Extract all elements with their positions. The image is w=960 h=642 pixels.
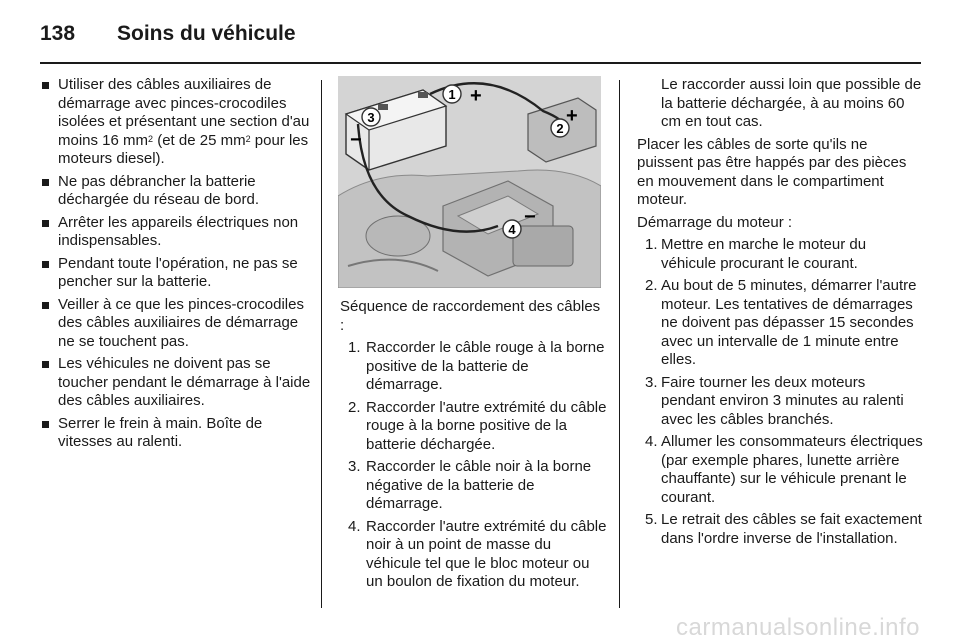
step-text: Raccorder le câble noir à la borne négative de la batterie de démarrage. xyxy=(366,458,592,512)
list-item xyxy=(40,355,312,411)
bullet-text: Ne pas débrancher la batterie déchargée du réseau de bord. xyxy=(58,172,259,208)
step-number: 3. xyxy=(645,373,658,391)
bullet-text: (et de 25 mm xyxy=(153,131,246,149)
svg-text:+: + xyxy=(470,85,482,107)
step-text: Raccorder l'autre extrémité du câble rouge à la borne positive de la batterie déchargée. xyxy=(366,398,607,453)
step-text: Raccorder l'autre extrémité du câble noir à un point de masse du véhicule tel que le bloc moteur ou un boulon de fixation du moteur. xyxy=(366,517,607,590)
bullet-text: Pendant toute l'opération, ne pas se pencher sur la batterie. xyxy=(58,254,298,290)
watermark: carmanualsonline.info xyxy=(676,614,920,641)
step-number: 1. xyxy=(645,236,658,253)
bullet-text: Les véhicules ne doivent pas se toucher pendant le démarrage à l'aide des câbles auxiliaires. xyxy=(58,355,311,409)
page-header xyxy=(40,14,920,54)
connection-steps xyxy=(340,339,608,592)
step-text: Allumer les consommateurs électriques (par exemple phares, lunette arrière chauffante) sur le véhicule prenant le courant. xyxy=(661,433,923,506)
step-number: 1. xyxy=(348,339,361,356)
list-item xyxy=(40,214,312,251)
bullet-text: Arrêter les appareils électriques non indispensables. xyxy=(58,213,299,249)
left-column xyxy=(40,76,312,456)
list-item xyxy=(40,173,312,210)
list-item xyxy=(637,511,923,548)
list-item xyxy=(637,236,923,273)
jump-start-illustration xyxy=(338,76,601,288)
bullet-icon xyxy=(42,261,49,268)
svg-text:+: + xyxy=(566,105,578,127)
continuation-text: Le raccorder aussi loin que possible de la batterie déchargée, à au moins 60 cm en tout cas. xyxy=(661,76,922,130)
engine-bay-drawing xyxy=(338,76,601,288)
list-item xyxy=(340,458,608,514)
step-text: Faire tourner les deux moteurs pendant environ 3 minutes au ralenti avec les câbles branchés. xyxy=(661,373,904,428)
list-item xyxy=(340,399,608,455)
placement-text: Placer les câbles de sorte qu'ils ne puissent pas être happés par des pièces en mouvement dans le compartiment moteur. xyxy=(637,135,907,208)
step-number: 2. xyxy=(645,277,658,294)
step-text: Au bout de 5 minutes, démarrer l'autre moteur. Les tentatives de démarrages ne doivent pas dépasser 15 secondes avec un intervalle de 1 minute entre elles. xyxy=(661,277,917,368)
bullet-icon xyxy=(42,220,49,227)
start-heading: Démarrage du moteur : xyxy=(637,213,793,231)
superscript: 2 xyxy=(148,133,154,144)
step-number: 4. xyxy=(348,517,361,535)
bullet-icon xyxy=(42,361,49,368)
step-text: Mettre en marche le moteur du véhicule procurant le courant. xyxy=(661,236,867,272)
svg-text:−: − xyxy=(350,129,362,151)
engine-start-steps xyxy=(637,236,923,548)
bullet-icon xyxy=(42,82,49,89)
svg-text:3: 3 xyxy=(367,110,375,125)
column-divider-left xyxy=(321,80,322,608)
superscript: 2 xyxy=(245,133,251,144)
bullet-icon xyxy=(42,179,49,186)
step-number: 2. xyxy=(348,398,361,416)
list-item xyxy=(40,296,312,352)
step-text: Raccorder le câble rouge à la borne positive de la batterie de démarrage. xyxy=(366,339,605,393)
svg-text:4: 4 xyxy=(508,222,516,237)
bullet-text: Veiller à ce que les pinces-crocodiles des câbles auxiliaires de démarrage ne se touchent pas. xyxy=(58,295,304,350)
header-rule xyxy=(40,62,921,64)
svg-text:2: 2 xyxy=(556,121,564,136)
list-item xyxy=(637,433,923,507)
list-item xyxy=(40,76,312,169)
svg-text:1: 1 xyxy=(448,87,456,102)
step-number: 4. xyxy=(645,433,658,450)
bullet-text: Utiliser des câbles auxiliaires de démarrage avec pinces-crocodiles isolées et présentant une section d'au moins 16 mm xyxy=(58,76,310,149)
sequence-intro: Séquence de raccordement des câbles : xyxy=(340,298,601,334)
list-item xyxy=(340,518,608,592)
bullet-icon xyxy=(42,302,49,309)
page-number: 138 xyxy=(40,22,76,45)
bullet-text: Serrer le frein à main. Boîte de vitesses au ralenti. xyxy=(58,414,263,450)
list-item xyxy=(637,277,923,370)
step-number: 3. xyxy=(348,458,361,475)
list-item xyxy=(340,339,608,395)
list-item xyxy=(637,374,923,430)
bullet-text: pour les moteurs diesel). xyxy=(58,131,309,167)
precaution-list xyxy=(40,76,312,452)
right-column xyxy=(637,76,923,552)
section-title: Soins du véhicule xyxy=(117,22,296,45)
svg-text:−: − xyxy=(524,206,536,228)
step-number: 5. xyxy=(645,511,658,528)
middle-column xyxy=(340,298,608,596)
step-text: Le retrait des câbles se fait exactement dans l'ordre inverse de l'installation. xyxy=(661,511,922,547)
list-item xyxy=(40,415,312,452)
bullet-icon xyxy=(42,421,49,428)
column-divider-right xyxy=(619,80,620,608)
list-item xyxy=(40,255,312,292)
